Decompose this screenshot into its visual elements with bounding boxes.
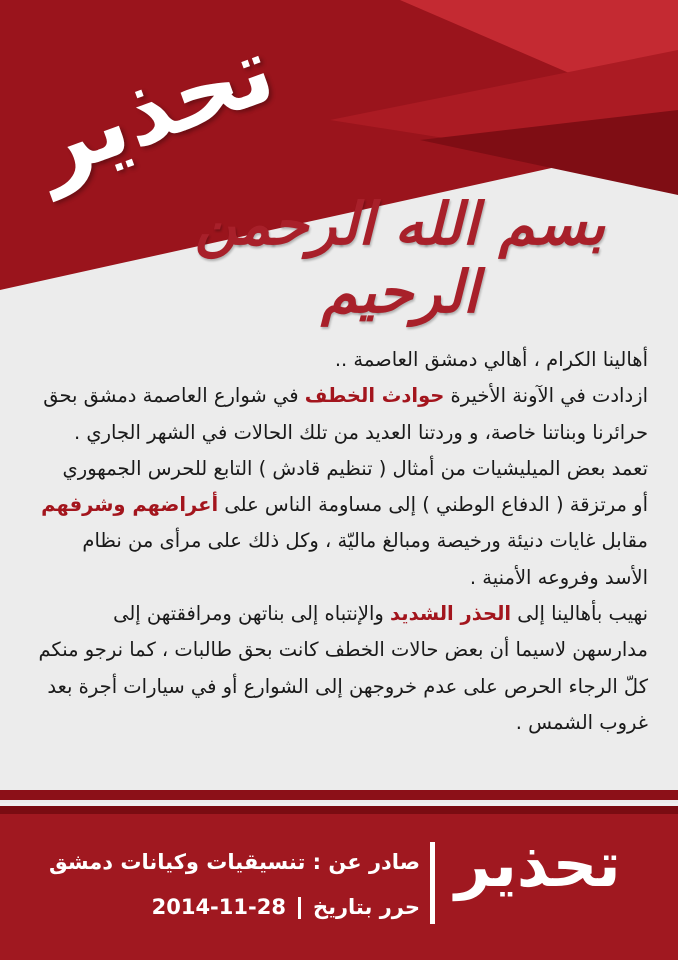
footer-date-row — [152, 895, 420, 919]
text-segment: والإنتباه إلى بناتهن ومرافقتهن إلى — [113, 602, 391, 626]
footer-divider — [430, 842, 435, 924]
footer-issuer: صادر عن : تنسيقيات وكيانات دمشق — [49, 850, 420, 874]
text-segment: مقابل غايات دنيئة ورخيصة ومبالغ ماليّة ، وكل ذلك على مرأى من نظام — [82, 529, 648, 553]
body-line — [38, 560, 648, 596]
text-segment: ازدادت في الآونة الأخيرة — [444, 384, 648, 408]
date-value: 2014-11-28 — [151, 895, 286, 919]
body-line — [38, 669, 648, 705]
text-segment: كلّ الرجاء الحرص على عدم خروجهن إلى الشوارع أو في سيارات أجرة بعد — [47, 674, 648, 698]
highlighted-phrase: حوادث الخطف — [304, 384, 445, 408]
body-line — [38, 705, 648, 741]
footer-stripe — [0, 806, 678, 814]
body-line — [38, 632, 648, 668]
highlighted-phrase: أعراضهم وشرفهم — [41, 493, 219, 517]
text-segment: تعمد بعض الميليشيات من أمثال ( تنظيم قادش ) التابع للحرس الجمهوري — [62, 456, 648, 480]
text-segment: في شوارع العاصمة دمشق بحق — [43, 384, 305, 408]
body-line — [38, 415, 648, 451]
footer-stripe — [0, 790, 678, 800]
date-label: حرر بتاريخ — [312, 895, 420, 919]
text-segment: مدارسهن لاسيما أن بعض حالات الخطف كانت بحق طالبات ، كما نرجو منكم — [38, 638, 648, 662]
body-line — [38, 451, 648, 487]
text-segment: غروب الشمس . — [515, 710, 648, 734]
text-segment: نهيب بأهالينا إلى — [511, 602, 648, 626]
body-line — [38, 342, 648, 378]
text-segment: الأسد وفروعه الأمنية . — [469, 565, 648, 589]
date-separator — [298, 897, 301, 919]
footer-stripe — [0, 803, 678, 806]
text-segment: حرائرنا وبناتنا خاصة، و وردتنا العديد من تلك الحالات في الشهر الجاري . — [73, 420, 648, 444]
footer-title: تحذير — [455, 828, 621, 901]
header-title: تحذير — [20, 15, 288, 201]
body-line — [38, 378, 648, 414]
basmala-calligraphy: بسم الله الرحمن الرحيم — [194, 190, 606, 326]
text-segment: أهالينا الكرام ، أهالي دمشق العاصمة .. — [334, 348, 648, 371]
highlighted-phrase: الحذر الشديد — [390, 602, 512, 626]
body-line — [38, 487, 648, 523]
body-line — [38, 596, 648, 632]
text-segment: أو مرتزقة ( الدفاع الوطني ) إلى مساومة الناس على — [218, 493, 648, 517]
warning-body — [38, 342, 648, 741]
body-line — [38, 523, 648, 559]
